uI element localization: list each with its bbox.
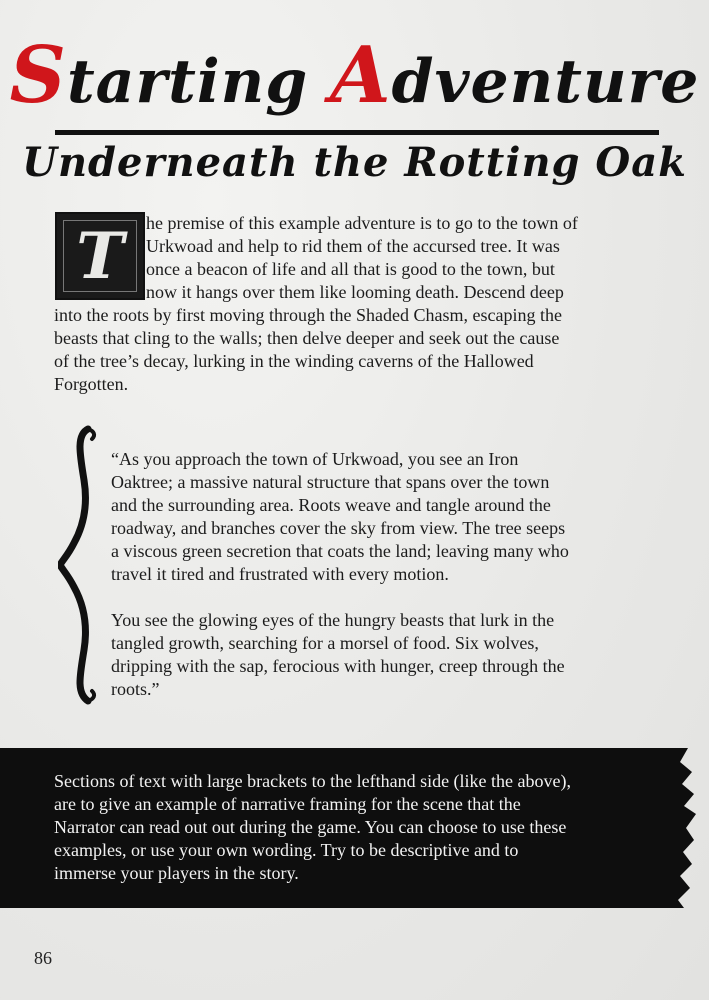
- narration-line: roots.”: [111, 679, 160, 699]
- intro-line: of the tree’s decay, lurking in the winding caverns of the Hallowed: [54, 351, 534, 371]
- intro-line: into the roots by first moving through the Shaded Chasm, escaping the: [54, 305, 562, 325]
- page-number: 86: [34, 948, 52, 968]
- narration-line: roadway, and branches cover the sky from view. The tree seeps: [111, 518, 566, 538]
- note-line: examples, or use your own wording. Try to be descriptive and to: [54, 840, 519, 860]
- narration-line: travel it tired and frustrated with every motion.: [111, 564, 449, 584]
- note-line: Sections of text with large brackets to the lefthand side (like the above),: [54, 771, 572, 791]
- title-divider: [55, 130, 659, 135]
- drop-cap-ornament: [63, 220, 137, 292]
- narration-line: “As you approach the town of Urkwoad, you see an Iron: [111, 449, 519, 469]
- intro-line: now it hangs over them like looming death. Descend deep: [146, 282, 564, 302]
- page-subtitle: Underneath the Rotting Oak: [22, 139, 687, 186]
- drop-cap-letter: T: [76, 218, 124, 294]
- title-text-2: dventure: [391, 47, 700, 117]
- drop-cap: [55, 212, 145, 300]
- note-line: immerse your players in the story.: [54, 863, 299, 883]
- title-initial-a: A: [330, 30, 392, 121]
- narration-line: tangled growth, searching for a morsel of food. Six wolves,: [111, 633, 539, 653]
- note-line: are to give an example of narrative framing for the scene that the: [54, 794, 521, 814]
- intro-line: Forgotten.: [54, 374, 129, 394]
- page-title: [0, 30, 709, 121]
- intro-line: beasts that cling to the walls; then delve deeper and seek out the cause: [54, 328, 560, 348]
- intro-line: he premise of this example adventure is to go to the town of: [146, 213, 578, 233]
- narration-line: and the surrounding area. Roots weave and tangle around the: [111, 495, 551, 515]
- title-initial-s: S: [9, 30, 67, 121]
- narration-bracket-icon: [58, 425, 102, 705]
- intro-line: once a beacon of life and all that is good to the town, but: [146, 259, 555, 279]
- note-line: Narrator can read out out during the game. You can choose to use these: [54, 817, 567, 837]
- narration-line: Oaktree; a massive natural structure that spans over the town: [111, 472, 550, 492]
- narration-line: You see the glowing eyes of the hungry beasts that lurk in the: [111, 610, 555, 630]
- narration-line: dripping with the sap, ferocious with hunger, creep through the: [111, 656, 565, 676]
- title-text-1: tarting: [66, 47, 331, 117]
- narration-line: a viscous green secretion that coats the land; leaving many who: [111, 541, 569, 561]
- intro-line: Urkwoad and help to rid them of the accursed tree. It was: [146, 236, 560, 256]
